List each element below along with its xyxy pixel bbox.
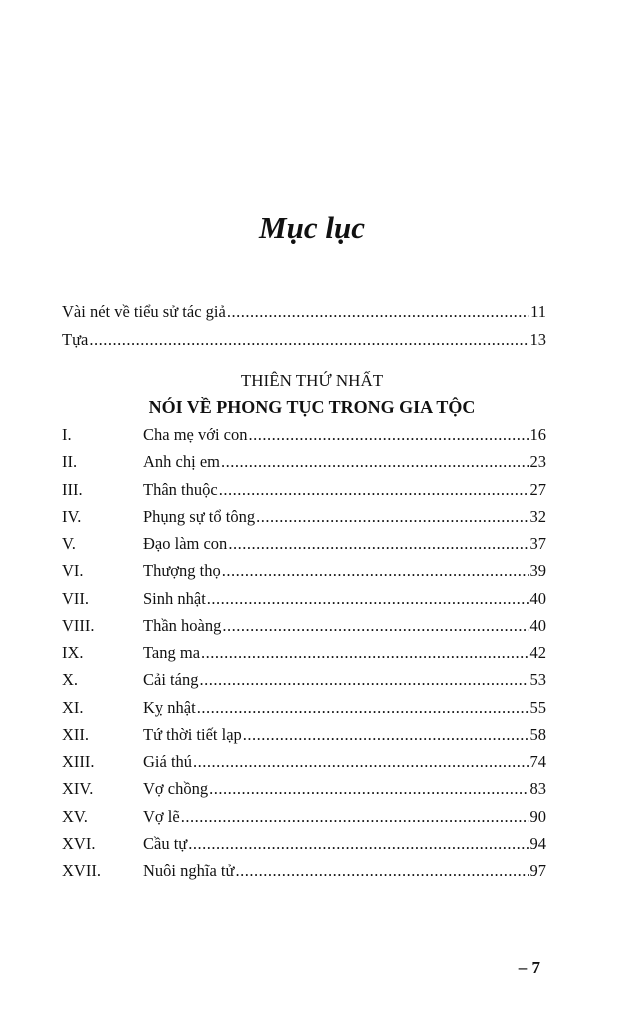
entry-number: I. <box>62 425 72 444</box>
section-heading: NÓI VỀ PHONG TỤC TRONG GIA TỘC <box>148 397 476 417</box>
toc-entry[interactable] <box>62 507 546 529</box>
entry-number: XIII. <box>62 752 95 771</box>
entry-page: 11 <box>530 302 546 321</box>
entry-title: Sinh nhật <box>143 588 206 608</box>
dot-leader <box>222 561 529 581</box>
toc-entry[interactable] <box>62 616 546 638</box>
entry-title: Giá thú <box>143 752 193 771</box>
dot-leader <box>193 752 528 772</box>
toc-entry[interactable] <box>62 725 546 747</box>
entry-title: Tựa <box>62 330 89 349</box>
entry-page: 23 <box>529 452 546 472</box>
toc-entry[interactable] <box>62 861 546 883</box>
entry-title: Vợ chồng <box>143 779 209 799</box>
entry-number: III. <box>62 479 83 499</box>
entry-page: 74 <box>529 752 546 771</box>
toc-entry[interactable] <box>62 561 546 583</box>
dot-leader <box>201 643 528 663</box>
entry-title: Cầu tự <box>143 833 188 853</box>
entry-number: VI. <box>62 561 84 581</box>
entry-page: 27 <box>529 479 546 499</box>
entry-page: 55 <box>529 697 546 717</box>
entry-number: IV. <box>62 506 82 526</box>
dot-leader <box>181 807 529 827</box>
toc-entry[interactable] <box>62 302 546 324</box>
dot-leader <box>243 725 529 745</box>
entry-page: 58 <box>529 724 546 744</box>
dot-leader <box>256 507 528 527</box>
entry-page: 39 <box>529 561 546 581</box>
toc-entry[interactable] <box>62 779 546 801</box>
dot-leader <box>197 698 529 718</box>
toc-entry[interactable] <box>62 698 546 720</box>
entry-number: XVI. <box>62 833 96 853</box>
entry-page: 53 <box>529 670 546 690</box>
entry-number: V. <box>62 534 76 553</box>
entry-page: 90 <box>529 806 546 826</box>
entry-title: Cải táng <box>143 670 199 690</box>
toc-entry[interactable] <box>62 834 546 856</box>
toc-entry[interactable] <box>62 480 546 502</box>
toc-entry[interactable] <box>62 330 546 352</box>
entry-title: Thân thuộc <box>143 479 218 499</box>
entry-number: XI. <box>62 697 84 717</box>
dot-leader <box>227 302 529 322</box>
toc-entry[interactable] <box>62 534 546 556</box>
entry-title: Tang ma <box>143 643 201 662</box>
toc-entry[interactable] <box>62 807 546 829</box>
toc-entry[interactable] <box>62 643 546 665</box>
entry-title: Phụng sự tổ tông <box>143 506 256 526</box>
entry-page: 37 <box>529 534 546 553</box>
entry-title: Anh chị em <box>143 452 220 472</box>
entry-number: XIV. <box>62 779 94 799</box>
entry-title: Thần hoàng <box>143 615 222 635</box>
entry-page: 13 <box>529 330 546 349</box>
entry-number: XII. <box>62 724 90 744</box>
entry-title: Đạo làm con <box>143 534 228 553</box>
entry-number: XVII. <box>62 861 101 880</box>
entry-title: Kỵ nhật <box>143 697 196 717</box>
entry-title: Tứ thời tiết lạp <box>143 724 242 744</box>
entry-number: IX. <box>62 643 84 662</box>
entry-number: VII. <box>62 588 90 608</box>
dot-leader <box>249 425 529 445</box>
dot-leader <box>235 861 528 881</box>
entry-page: 83 <box>529 779 546 799</box>
entry-title: Thượng thọ <box>143 561 221 581</box>
page-title: Mục lục <box>259 210 365 245</box>
toc-entry[interactable] <box>62 752 546 774</box>
entry-title: Vợ lẽ <box>143 806 180 826</box>
dot-leader <box>222 616 528 636</box>
toc-entry[interactable] <box>62 670 546 692</box>
entry-title: Cha mẹ với con <box>143 425 248 444</box>
entry-page: 94 <box>529 833 546 853</box>
part-title: THIÊN THỨ NHẤT <box>240 371 384 390</box>
toc-entry[interactable] <box>62 589 546 611</box>
dot-leader <box>221 452 529 472</box>
dot-leader <box>219 480 529 500</box>
entry-title: Vài nét về tiểu sử tác giả <box>62 302 226 321</box>
entry-number: X. <box>62 670 79 690</box>
dot-leader <box>228 534 528 554</box>
entry-page: 16 <box>529 425 546 444</box>
toc-entry[interactable] <box>62 452 546 474</box>
entry-page: 40 <box>529 588 546 608</box>
entry-page: 40 <box>529 615 546 635</box>
entry-title: Nuôi nghĩa tử <box>143 861 235 880</box>
dot-leader <box>209 779 528 799</box>
entry-page: 42 <box>529 643 546 662</box>
toc-entry[interactable] <box>62 425 546 447</box>
entry-number: VIII. <box>62 615 95 635</box>
entry-page: 32 <box>529 506 546 526</box>
dot-leader <box>188 834 528 854</box>
dot-leader <box>207 589 529 609</box>
page-number: – 7 <box>518 958 540 977</box>
entry-page: 97 <box>529 861 546 880</box>
dot-leader <box>199 670 528 690</box>
dot-leader <box>89 330 528 350</box>
entry-number: II. <box>62 452 78 472</box>
entry-number: XV. <box>62 806 88 826</box>
